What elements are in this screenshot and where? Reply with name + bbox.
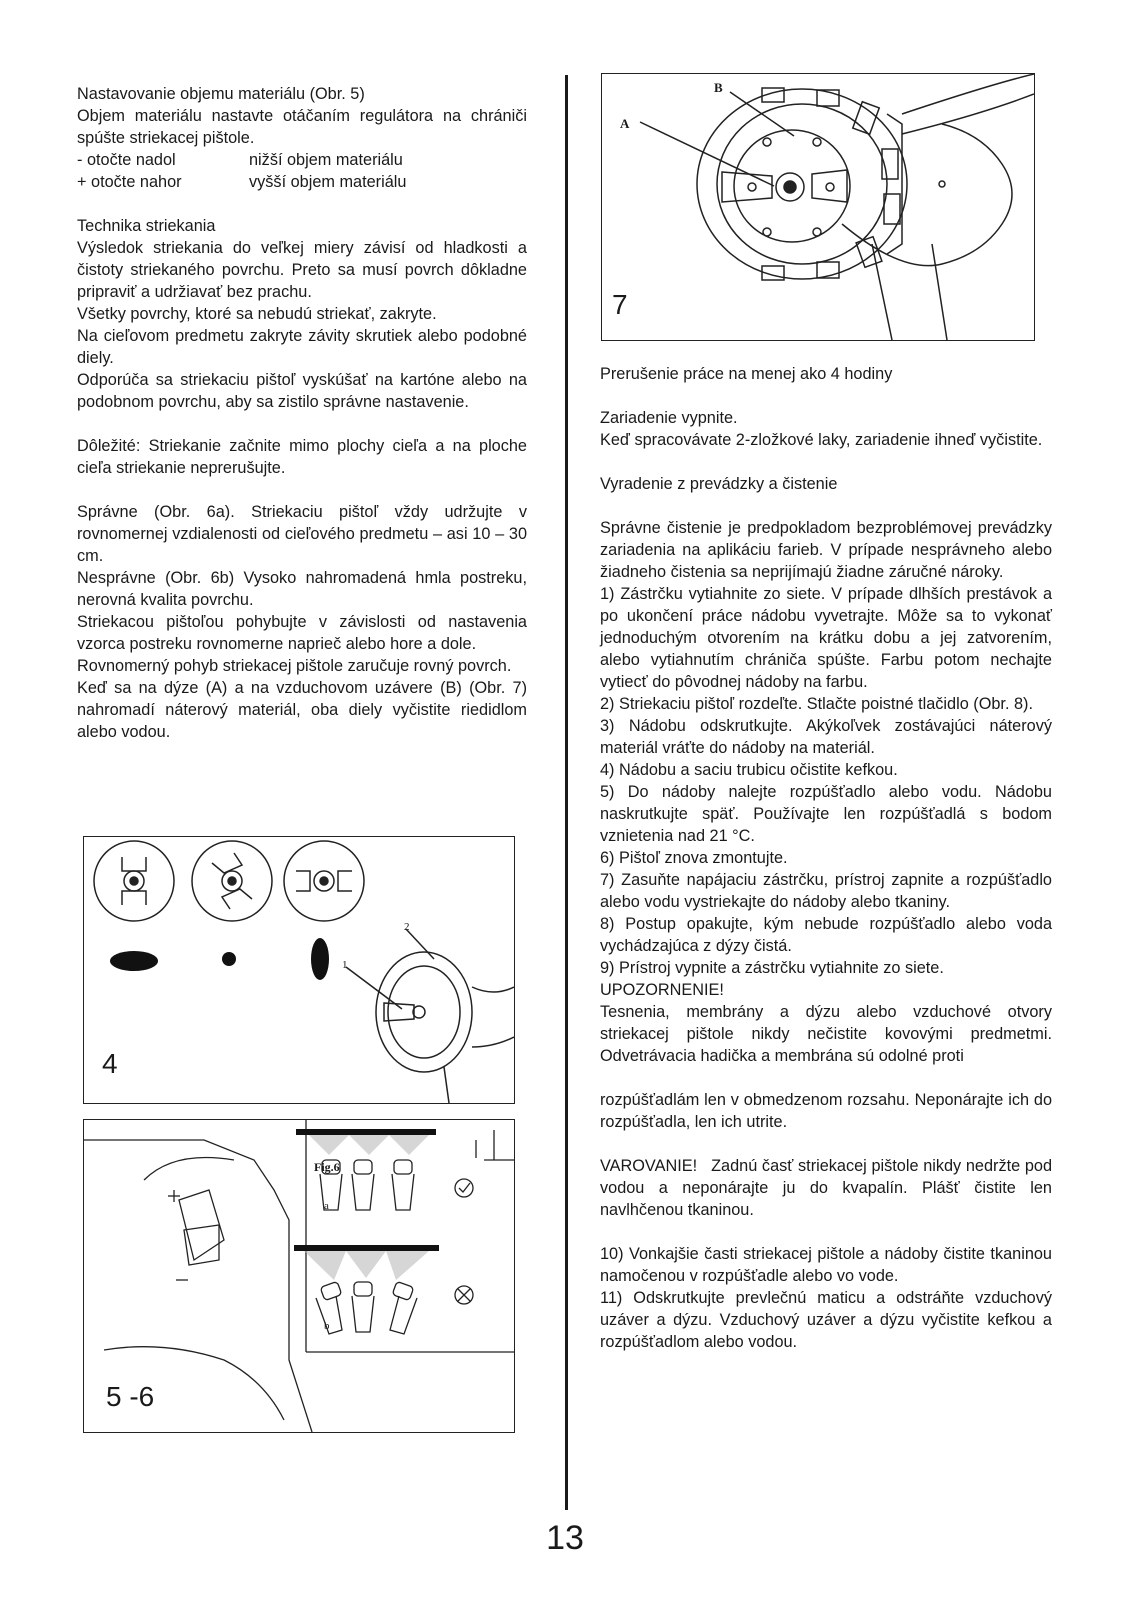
volume-row-up: + otočte nahor vyšší objem materiálu (77, 173, 407, 191)
step-7: 7) Zasuňte napájaciu zástrčku, prístroj zapnite a rozpúšťadlo alebo vodu vystriekajte do nádoby alebo tkaniny. (600, 871, 1052, 911)
heading-cleaning: Vyradenie z prevádzky a čistenie (600, 475, 838, 493)
warning-text: Tesnenia, membrány a dýzu alebo vzduchové otvory striekacej pištole nikdy nečistite kovovými predmetmi. Odvetrávacia hadička a membrána sú odolné proti (600, 1003, 1052, 1065)
label-2: 2 (404, 921, 410, 933)
step-11: 11) Odskrutkujte prevlečnú maticu a odstráňte vzduchový uzáver a dýzu. Vzduchový uzáver a dýzu vyčistite kefkou a rozpúšťadlom alebo vodou. (600, 1289, 1052, 1351)
paragraph: Správne (Obr. 6a). Striekaciu pištoľ vždy udržujte v rovnomernej vzdialenosti od cieľového predmetu – asi 10 – 30 cm. (77, 503, 527, 565)
label-a: A (620, 116, 630, 131)
label-a: a (324, 1200, 329, 1212)
caption-fig6: Fig.6 (314, 1160, 340, 1174)
right-column (600, 363, 1057, 1353)
paragraph: Keď spracovávate 2-zložkové laky, zariadenie ihneď vyčistite. (600, 431, 1043, 449)
spray-gun-nozzle-illustration (602, 74, 1034, 340)
spray-pattern-illustration (84, 837, 514, 1103)
left-column (77, 83, 527, 743)
step-9: 9) Prístroj vypnite a zástrčku vytiahnite zo siete. (600, 959, 944, 977)
step-6: 6) Pištoľ znova zmontujte. (600, 849, 788, 867)
step-8: 8) Postup opakujte, kým nebude rozpúšťadlo alebo voda vychádzajúca z dýzy čistá. (600, 915, 1052, 955)
step-2: 2) Striekaciu pištoľ rozdeľte. Stlačte poistné tlačidlo (Obr. 8). (600, 695, 1034, 713)
label-b: b (324, 1320, 330, 1332)
label-1: 1 (342, 959, 348, 971)
paragraph: Keď sa na dýze (A) a na vzduchovom uzávere (B) (Obr. 7) nahromadí náterový materiál, oba diely vyčistite riedidlom alebo vodou. (77, 679, 527, 741)
warning-text-continued: rozpúšťadlám len v obmedzenom rozsahu. Neponárajte ich do rozpúšťadla, len ich utrite. (600, 1091, 1052, 1131)
paragraph: Zariadenie vypnite. (600, 409, 738, 427)
paragraph: Výsledok striekania do veľkej miery závisí od hladkosti a čistoty striekaného povrchu. Preto sa musí povrch dôkladne pripraviť a udržiavať bez prachu. (77, 239, 527, 301)
step-4: 4) Nádobu a saciu trubicu očistite kefkou. (600, 761, 898, 779)
heading-volume: Nastavovanie objemu materiálu (Obr. 5) (77, 85, 365, 103)
figure-5-6 (83, 1119, 515, 1433)
caution-text: VAROVANIE! Zadnú časť striekacej pištole nikdy nedržte pod vodou a neponárajte ju do kvapalín. Plášť čistite len navlhčenou tkaninou. (600, 1157, 1057, 1219)
paragraph: Všetky povrchy, ktoré sa nebudú striekať, zakryte. (77, 305, 437, 323)
figure-number: 7 (612, 289, 628, 320)
figure-number: 4 (102, 1048, 118, 1079)
volume-row-down: - otočte nadol nižší objem materiálu (77, 151, 403, 169)
figure-7 (601, 73, 1035, 341)
figure-number: 5 -6 (106, 1381, 155, 1412)
step-1: 1) Zástrčku vytiahnite zo siete. V prípade dlhších prestávok a po ukončení práce nádobu vyvetrajte. Môže sa to vykonať jednoduchým otvorením na krátku dobu a jej zatvorením, alebo vytiahnutím chrániča spúšte. Farbu potom nechajte vytiecť do pôvodnej nádoby na farbu. (600, 585, 1052, 691)
heading-technique: Technika striekania (77, 217, 216, 235)
paragraph: Rovnomerný pohyb striekacej pištole zaručuje rovný povrch. (77, 657, 512, 675)
paragraph: Striekacou pištoľou pohybujte v závislosti od nastavenia vzorca postreku rovnomerne naprieč alebo hore a dole. (77, 613, 527, 653)
warning-heading: UPOZORNENIE! (600, 981, 724, 999)
page-number: 13 (546, 1519, 584, 1557)
step-5: 5) Do nádoby nalejte rozpúšťadlo alebo vodu. Nádobu naskrutkujte späť. Používajte len rozpúšťadlá s bodom vznietenia nad 21 °C. (600, 783, 1052, 845)
step-10: 10) Vonkajšie časti striekacej pištole a nádoby čistite tkaninou namočenou v rozpúšťadle alebo vo vode. (600, 1245, 1052, 1285)
paragraph: Na cieľovom predmetu zakryte závity skrutiek alebo podobné diely. (77, 327, 527, 367)
column-divider (565, 75, 568, 1510)
figure-4 (83, 836, 515, 1104)
step-3: 3) Nádobu odskrutkujte. Akýkoľvek zostávajúci náterový materiál vráťte do nádoby na materiál. (600, 717, 1052, 757)
paragraph: Odporúča sa striekaciu pištoľ vyskúšať na kartóne alebo na podobnom povrchu, aby sa zistilo správne nastavenie. (77, 371, 527, 411)
paragraph: Správne čistenie je predpokladom bezproblémovej prevádzky zariadenia na aplikáciu farieb. V prípade nesprávneho alebo žiadneho čistenia sa neprijímajú žiadne záručné nároky. (600, 519, 1052, 581)
label-b: B (714, 80, 723, 95)
heading-interruption: Prerušenie práce na menej ako 4 hodiny (600, 365, 893, 383)
paragraph: Objem materiálu nastavte otáčaním regulátora na chrániči spúšte striekacej pištole. (77, 107, 527, 147)
paragraph-important: Dôležité: Striekanie začnite mimo plochy cieľa a na ploche cieľa striekanie neprerušujte. (77, 437, 527, 477)
paragraph: Nesprávne (Obr. 6b) Vysoko nahromadená hmla postreku, nerovná kvalita povrchu. (77, 569, 527, 609)
